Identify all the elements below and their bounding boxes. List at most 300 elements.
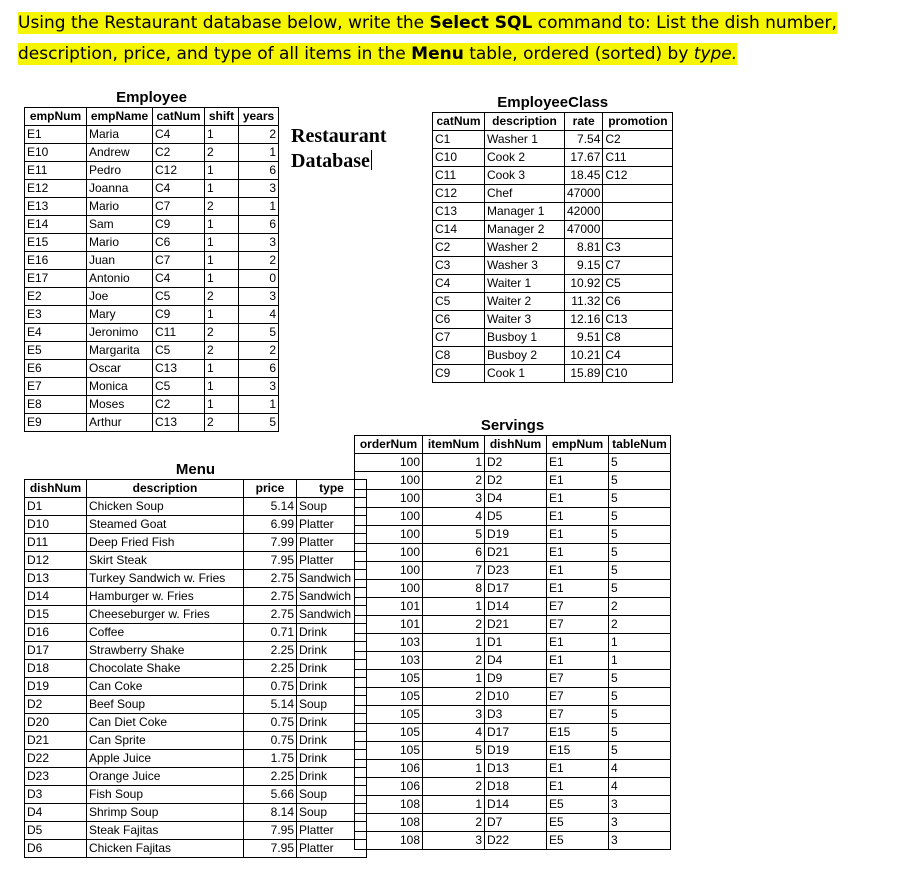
table-cell: D15 — [25, 606, 87, 624]
table-cell: 3 — [423, 832, 485, 850]
table-cell: E7 — [547, 706, 609, 724]
table-row — [25, 714, 367, 732]
table-cell: D4 — [485, 652, 547, 670]
table-cell: Andrew — [87, 144, 153, 162]
table-cell: 2 — [239, 126, 279, 144]
table-row — [355, 526, 671, 544]
table-cell: Coffee — [87, 624, 244, 642]
table-cell: C2 — [153, 144, 205, 162]
table-cell: Platter — [297, 516, 367, 534]
table-cell: D18 — [25, 660, 87, 678]
table-cell: D21 — [485, 544, 547, 562]
table-cell: C2 — [153, 396, 205, 414]
table-cell: 2.75 — [244, 570, 297, 588]
table-cell: E4 — [25, 324, 87, 342]
table-cell: C12 — [153, 162, 205, 180]
table-cell: E7 — [547, 616, 609, 634]
table-row — [25, 606, 367, 624]
table-cell: 100 — [355, 472, 423, 490]
table-cell: 5 — [609, 688, 671, 706]
table-cell: E1 — [547, 580, 609, 598]
table-cell: E1 — [547, 544, 609, 562]
table-cell: C12 — [603, 167, 673, 185]
table-row — [433, 167, 673, 185]
table-cell: D10 — [485, 688, 547, 706]
table-cell: D19 — [485, 526, 547, 544]
table-cell: E7 — [25, 378, 87, 396]
table-cell: C7 — [153, 198, 205, 216]
table-cell: 7 — [423, 562, 485, 580]
table-row — [433, 239, 673, 257]
table-cell: 5.14 — [244, 498, 297, 516]
table-cell: C6 — [603, 293, 673, 311]
table-cell: Skirt Steak — [87, 552, 244, 570]
table-row — [25, 324, 279, 342]
table-cell: D2 — [485, 454, 547, 472]
table-cell: 101 — [355, 616, 423, 634]
table-cell: 5 — [423, 526, 485, 544]
table-cell: 106 — [355, 778, 423, 796]
table-cell: Maria — [87, 126, 153, 144]
table-cell: D14 — [485, 598, 547, 616]
table-cell: 6 — [239, 360, 279, 378]
table-cell: Platter — [297, 840, 367, 858]
table-cell: Sandwich — [297, 588, 367, 606]
table-cell: 9.51 — [565, 329, 603, 347]
table-cell: Steak Fajitas — [87, 822, 244, 840]
table-cell: C5 — [153, 288, 205, 306]
table-row — [25, 624, 367, 642]
servings-table-title: Servings — [480, 417, 545, 434]
table-cell: 2 — [205, 324, 239, 342]
table-row — [25, 732, 367, 750]
table-cell: 5 — [609, 742, 671, 760]
column-header: orderNum — [355, 436, 423, 454]
table-row — [355, 688, 671, 706]
table-cell: 9.15 — [565, 257, 603, 275]
table-cell: Drink — [297, 642, 367, 660]
table-cell: E13 — [25, 198, 87, 216]
table-cell: 0 — [239, 270, 279, 288]
table-cell: 2 — [205, 198, 239, 216]
table-cell: 3 — [609, 796, 671, 814]
table-cell: C3 — [603, 239, 673, 257]
table-row — [25, 216, 279, 234]
table-cell: D11 — [25, 534, 87, 552]
table-row — [25, 144, 279, 162]
table-cell: Mario — [87, 198, 153, 216]
table-cell: D21 — [25, 732, 87, 750]
table-cell: Washer 3 — [485, 257, 565, 275]
table-cell: 5 — [609, 562, 671, 580]
table-row — [355, 580, 671, 598]
table-cell: Can Sprite — [87, 732, 244, 750]
table-cell: 2 — [423, 688, 485, 706]
table-cell: C11 — [603, 149, 673, 167]
table-cell: E1 — [547, 562, 609, 580]
table-row — [25, 162, 279, 180]
table-cell: Waiter 1 — [485, 275, 565, 293]
table-cell: E1 — [547, 472, 609, 490]
table-cell: C9 — [153, 216, 205, 234]
table-cell: 2 — [609, 598, 671, 616]
table-cell: 5 — [609, 670, 671, 688]
table-row — [25, 396, 279, 414]
table-cell: D6 — [25, 840, 87, 858]
table-row — [25, 696, 367, 714]
table-cell: D9 — [485, 670, 547, 688]
table-row — [433, 203, 673, 221]
table-cell: E15 — [25, 234, 87, 252]
table-cell: 5 — [609, 526, 671, 544]
employee-table — [24, 89, 279, 432]
table-cell: 17.67 — [565, 149, 603, 167]
table-cell: Drink — [297, 768, 367, 786]
table-row — [355, 544, 671, 562]
table-cell: E1 — [547, 454, 609, 472]
table-row — [25, 534, 367, 552]
table-cell: Drink — [297, 660, 367, 678]
menu-table-title: Menu — [175, 461, 216, 478]
table-cell: 3 — [423, 490, 485, 508]
table-cell: 5 — [609, 508, 671, 526]
table-cell: 2 — [205, 144, 239, 162]
table-row — [355, 706, 671, 724]
table-cell: Joe — [87, 288, 153, 306]
table-cell: E7 — [547, 598, 609, 616]
employee-class-table-title: EmployeeClass — [497, 94, 609, 111]
table-row — [433, 365, 673, 383]
table-cell: 3 — [423, 706, 485, 724]
column-header: empNum — [25, 108, 87, 126]
table-cell: Drink — [297, 750, 367, 768]
table-row — [25, 360, 279, 378]
column-header: tableNum — [609, 436, 671, 454]
table-cell: 11.32 — [565, 293, 603, 311]
table-row — [433, 185, 673, 203]
table-cell: 7.95 — [244, 840, 297, 858]
table-cell: D23 — [25, 768, 87, 786]
table-cell: C10 — [433, 149, 485, 167]
table-cell: Cook 2 — [485, 149, 565, 167]
table-cell: Apple Juice — [87, 750, 244, 768]
table-row — [433, 293, 673, 311]
table-cell: C1 — [433, 131, 485, 149]
table-row — [25, 378, 279, 396]
table-cell: Arthur — [87, 414, 153, 432]
table-cell: Soup — [297, 786, 367, 804]
table-cell: 4 — [609, 778, 671, 796]
instruction-italic-type: type. — [693, 44, 738, 64]
table-cell: E11 — [25, 162, 87, 180]
table-cell: C2 — [603, 131, 673, 149]
table-cell: 1 — [423, 634, 485, 652]
table-cell: 5 — [423, 742, 485, 760]
table-cell: 5 — [239, 324, 279, 342]
table-cell: 100 — [355, 544, 423, 562]
table-cell: Mary — [87, 306, 153, 324]
table-cell: D20 — [25, 714, 87, 732]
table-cell: 2.25 — [244, 768, 297, 786]
table-cell: 47000 — [565, 185, 603, 203]
table-row — [25, 552, 367, 570]
table-cell: D4 — [485, 490, 547, 508]
table-cell: D2 — [25, 696, 87, 714]
table-row — [355, 724, 671, 742]
table-cell: Can Diet Coke — [87, 714, 244, 732]
table-cell: E5 — [547, 814, 609, 832]
table-cell: C5 — [153, 342, 205, 360]
table-cell: 1 — [423, 796, 485, 814]
column-header: years — [239, 108, 279, 126]
table-cell: Drink — [297, 732, 367, 750]
table-cell: C7 — [603, 257, 673, 275]
table-cell: C6 — [433, 311, 485, 329]
table-cell: 2 — [423, 652, 485, 670]
table-row — [355, 598, 671, 616]
table-cell: Busboy 2 — [485, 347, 565, 365]
table-cell: C2 — [433, 239, 485, 257]
table-cell: D5 — [485, 508, 547, 526]
table-cell: 3 — [239, 378, 279, 396]
table-cell: D13 — [485, 760, 547, 778]
table-cell: E7 — [547, 670, 609, 688]
table-row — [433, 257, 673, 275]
table-cell: 5 — [609, 580, 671, 598]
table-cell: 6.99 — [244, 516, 297, 534]
table-cell: E15 — [547, 742, 609, 760]
table-row — [25, 306, 279, 324]
table-row — [25, 804, 367, 822]
table-cell: Fish Soup — [87, 786, 244, 804]
table-cell: E1 — [547, 508, 609, 526]
table-cell: E7 — [547, 688, 609, 706]
table-cell: 5 — [609, 490, 671, 508]
table-cell: C8 — [603, 329, 673, 347]
table-cell: D22 — [485, 832, 547, 850]
table-row — [25, 288, 279, 306]
table-cell: E5 — [547, 832, 609, 850]
table-row — [25, 570, 367, 588]
table-row — [25, 750, 367, 768]
table-cell: E12 — [25, 180, 87, 198]
table-row — [433, 131, 673, 149]
table-cell: Monica — [87, 378, 153, 396]
table-row — [355, 454, 671, 472]
table-row — [25, 414, 279, 432]
table-cell: D3 — [25, 786, 87, 804]
table-cell: Chicken Fajitas — [87, 840, 244, 858]
table-cell: D21 — [485, 616, 547, 634]
table-row — [25, 678, 367, 696]
table-cell: 7.95 — [244, 822, 297, 840]
table-row — [25, 588, 367, 606]
column-header: description — [87, 480, 244, 498]
table-cell: E1 — [547, 490, 609, 508]
table-cell: 105 — [355, 706, 423, 724]
table-cell: Oscar — [87, 360, 153, 378]
instruction-bold-select: Select SQL — [429, 13, 533, 33]
table-cell: Cook 3 — [485, 167, 565, 185]
header-row — [25, 480, 367, 498]
table-cell: D17 — [485, 580, 547, 598]
table-cell: 0.75 — [244, 714, 297, 732]
table-cell: C12 — [433, 185, 485, 203]
table-cell: D7 — [485, 814, 547, 832]
table-cell: E1 — [547, 778, 609, 796]
table-cell: 2 — [423, 616, 485, 634]
table-cell: E15 — [547, 724, 609, 742]
table-cell: 1 — [239, 198, 279, 216]
table-cell: E1 — [547, 652, 609, 670]
table-cell: 0.75 — [244, 678, 297, 696]
table-cell: C3 — [433, 257, 485, 275]
table-cell: 4 — [609, 760, 671, 778]
table-cell: Orange Juice — [87, 768, 244, 786]
table-cell: Waiter 3 — [485, 311, 565, 329]
column-header: empNum — [547, 436, 609, 454]
table-cell: Steamed Goat — [87, 516, 244, 534]
table-cell: C5 — [433, 293, 485, 311]
table-cell: E1 — [547, 760, 609, 778]
table-cell: C4 — [153, 270, 205, 288]
menu-table — [24, 461, 367, 858]
table-cell: Drink — [297, 624, 367, 642]
table-row — [433, 221, 673, 239]
table-cell: 2 — [205, 342, 239, 360]
table-cell: Soup — [297, 696, 367, 714]
table-row — [433, 311, 673, 329]
table-cell: 2 — [239, 252, 279, 270]
table-row — [355, 472, 671, 490]
table-row — [25, 660, 367, 678]
table-cell: Moses — [87, 396, 153, 414]
table-cell: C4 — [433, 275, 485, 293]
table-row — [25, 822, 367, 840]
instruction-bold-menu: Menu — [411, 44, 464, 64]
employee-class-table — [432, 94, 673, 383]
employee-table-title: Employee — [116, 89, 187, 106]
table-cell: C9 — [433, 365, 485, 383]
table-cell: 105 — [355, 688, 423, 706]
table-cell: 1 — [205, 360, 239, 378]
table-cell: 3 — [239, 180, 279, 198]
table-row — [433, 275, 673, 293]
header-row — [433, 113, 673, 131]
table-row — [25, 840, 367, 858]
table-row — [355, 814, 671, 832]
table-cell: 105 — [355, 742, 423, 760]
table-cell: D19 — [485, 742, 547, 760]
column-header: dishNum — [25, 480, 87, 498]
table-cell: C6 — [153, 234, 205, 252]
table-cell: 1.75 — [244, 750, 297, 768]
table-cell: 100 — [355, 508, 423, 526]
table-row — [25, 498, 367, 516]
table-cell: 15.89 — [565, 365, 603, 383]
table-cell: 106 — [355, 760, 423, 778]
column-header: type — [297, 480, 367, 498]
table-row — [355, 742, 671, 760]
table-cell: D4 — [25, 804, 87, 822]
table-row — [25, 516, 367, 534]
table-cell: 1 — [205, 216, 239, 234]
table-cell: Platter — [297, 822, 367, 840]
table-row — [25, 768, 367, 786]
table-cell: 103 — [355, 652, 423, 670]
table-cell: 2.75 — [244, 588, 297, 606]
table-row — [433, 329, 673, 347]
table-cell: D5 — [25, 822, 87, 840]
table-cell: Washer 1 — [485, 131, 565, 149]
column-header: rate — [565, 113, 603, 131]
table-cell: D3 — [485, 706, 547, 724]
table-row — [25, 198, 279, 216]
column-header: description — [485, 113, 565, 131]
table-cell: Juan — [87, 252, 153, 270]
table-cell: D1 — [25, 498, 87, 516]
table-cell: 8.81 — [565, 239, 603, 257]
column-header: empName — [87, 108, 153, 126]
table-cell: D14 — [25, 588, 87, 606]
table-cell: 2.75 — [244, 606, 297, 624]
table-cell: Washer 2 — [485, 239, 565, 257]
table-cell: E1 — [547, 634, 609, 652]
table-cell: D17 — [25, 642, 87, 660]
table-cell: 5 — [609, 724, 671, 742]
table-cell: 108 — [355, 832, 423, 850]
table-cell: 1 — [239, 396, 279, 414]
table-cell: 2 — [423, 778, 485, 796]
table-cell: 3 — [609, 814, 671, 832]
table-cell: C7 — [433, 329, 485, 347]
table-cell: Deep Fried Fish — [87, 534, 244, 552]
table-row — [25, 786, 367, 804]
table-cell: 47000 — [565, 221, 603, 239]
table-row — [355, 778, 671, 796]
table-cell: C7 — [153, 252, 205, 270]
table-row — [25, 642, 367, 660]
table-cell: 3 — [239, 234, 279, 252]
column-header: shift — [205, 108, 239, 126]
table-cell: Chicken Soup — [87, 498, 244, 516]
instruction-text: Using the Restaurant database below, write the Select SQL command to: List the dish number, description, price, and type of all items in the Menu table, ordered (sorted) by type. — [18, 13, 837, 64]
table-cell: C13 — [603, 311, 673, 329]
table-cell: C11 — [433, 167, 485, 185]
table-cell: Jeronimo — [87, 324, 153, 342]
table-cell: Hamburger w. Fries — [87, 588, 244, 606]
table-cell: Mario — [87, 234, 153, 252]
table-cell: 1 — [423, 598, 485, 616]
table-row — [355, 634, 671, 652]
table-cell: Pedro — [87, 162, 153, 180]
table-cell: 1 — [205, 162, 239, 180]
table-cell: 4 — [239, 306, 279, 324]
table-cell — [603, 185, 673, 203]
table-cell: 1 — [205, 234, 239, 252]
table-cell: Chocolate Shake — [87, 660, 244, 678]
table-cell: 100 — [355, 454, 423, 472]
table-cell: E6 — [25, 360, 87, 378]
table-cell: 1 — [423, 670, 485, 688]
table-cell: E5 — [547, 796, 609, 814]
table-row — [355, 490, 671, 508]
column-header: catNum — [433, 113, 485, 131]
table-cell: D18 — [485, 778, 547, 796]
table-cell: Waiter 2 — [485, 293, 565, 311]
table-cell: 5.66 — [244, 786, 297, 804]
table-cell: 100 — [355, 490, 423, 508]
